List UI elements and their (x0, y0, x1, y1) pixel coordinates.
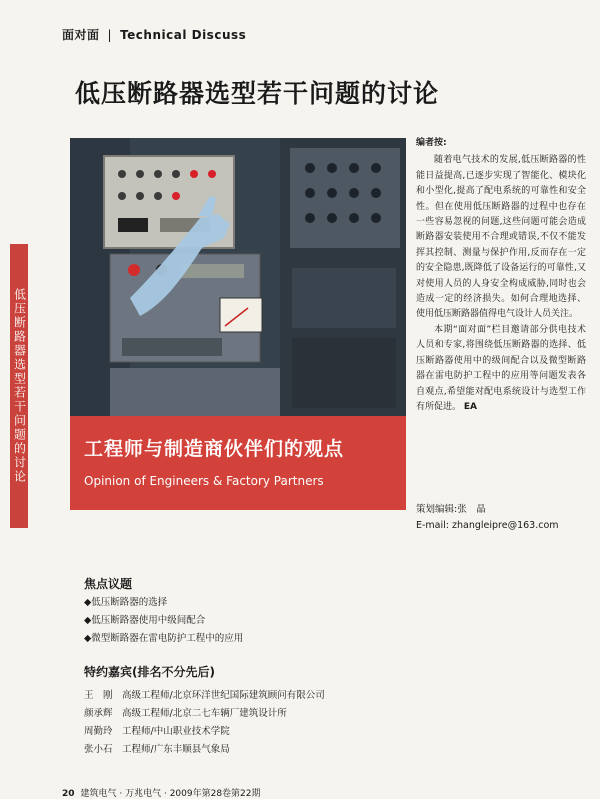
guest-row (84, 723, 230, 737)
header-separator: | (107, 28, 113, 42)
editor-note-paragraph-2: 本期“面对面”栏目邀请部分供电技术人员和专家,将围绕低压断路器的选择、低压断路器使用中的级间配合以及微型断路器在雷电防护工程中的应用等问题发表各自观点,希望能对配电系统设计与选型工作有所促进。 (416, 324, 586, 412)
section-header (62, 26, 246, 43)
section-name-en: Technical Discuss (120, 28, 247, 42)
guest-name: 周勤玲 (84, 726, 113, 737)
guest-desc: 工程师/中山职业技术学院 (122, 726, 230, 737)
guest-desc: 高级工程师/北京环洋世纪国际建筑顾问有限公司 (122, 690, 325, 701)
editor-note-label: 编者按: (416, 138, 447, 148)
focus-title: 焦点议题 (84, 577, 133, 591)
focus-topic: ◆低压断路器使用中级间配合 (84, 615, 206, 626)
focus-topic: ◆低压断路器的选择 (84, 597, 168, 608)
guest-row (84, 687, 325, 701)
side-title-text: 低压断路器选型若干问题的讨论 (12, 288, 27, 484)
control-panel-illustration (70, 138, 406, 416)
banner-title-cn: 工程师与制造商伙伴们的观点 (84, 438, 345, 460)
guest-name: 王 刚 (84, 690, 113, 701)
guest-name: 张小石 (84, 744, 113, 755)
editor-note-brand: EA (463, 401, 478, 412)
editor-note (416, 136, 586, 415)
guest-desc: 工程师/广东丰顺县气象局 (122, 744, 230, 755)
guest-name: 颜承辉 (84, 708, 113, 719)
planner-info (416, 502, 559, 534)
banner-title-en: Opinion of Engineers & Factory Partners (84, 474, 324, 488)
side-title-tab (10, 244, 28, 528)
page-number: 20 (62, 789, 75, 799)
article-title: 低压断路器选型若干问题的讨论 (75, 79, 440, 108)
guest-row (84, 705, 287, 719)
control-panel-photo (70, 138, 406, 416)
guests-title: 特约嘉宾(排名不分先后) (84, 665, 215, 679)
planner-editor: 策划编辑:张 晶 (416, 504, 486, 515)
feature-banner (70, 416, 406, 510)
footer-text: 建筑电气 · 万兆电气 · 2009年第28卷第22期 (80, 789, 261, 799)
focus-topic: ◆微型断路器在雷电防护工程中的应用 (84, 633, 244, 644)
editor-note-paragraph-1: 随着电气技术的发展,低压断路器的性能日益提高,已逐步实现了智能化、模块化和小型化,提高了配电系统的可靠性和安全性。但在使用低压断路器的过程中也存在一些容易忽视的问题,这些问题可能会造成断路器安装使用不合理或错误,不仅不能发挥其控制、测量与保护作用,反而存在一定的安全隐患,既降低了设备运行的可靠性,又对使用人员的人身安全构成威胁,同时也会造成一定的经济损失。如何合理地选择、使用低压断路器值得电气设计人员关注。 (416, 155, 586, 320)
planner-email: E-mail: zhangleipre@163.com (416, 520, 559, 531)
page-footer (62, 786, 261, 799)
section-name-cn: 面对面 (62, 28, 100, 42)
guest-desc: 高级工程师/北京二七车辆厂建筑设计所 (122, 708, 287, 719)
guest-row (84, 741, 230, 755)
